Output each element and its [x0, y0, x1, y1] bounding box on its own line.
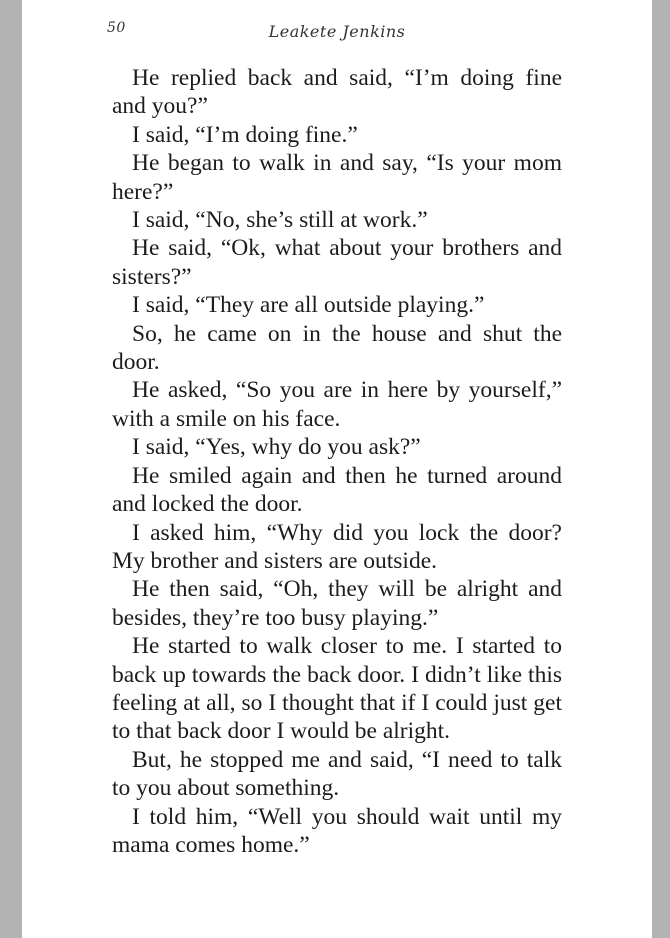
paragraph: I said, “Yes, why do you ask?”	[132, 434, 421, 461]
paragraph: So, he came on in the house and shut the door.	[112, 320, 562, 376]
paragraph: He said, “Ok, what about your brothers and sisters?”	[112, 235, 562, 290]
paragraph: He started to walk closer to me. I started to back up towards the back door. I didn’t like this feeling at all, so I thought that if I could just get to that back door I would be alright.	[112, 633, 562, 745]
paragraph: I said, “No, she’s still at work.”	[132, 207, 428, 234]
paragraph: He asked, “So you are in here by yourself,” with a smile on his face.	[112, 377, 562, 432]
paragraph: He replied back and said, “I’m doing fine and you?”	[112, 65, 562, 120]
book-page	[22, 0, 652, 938]
body-text	[112, 64, 562, 859]
paragraph: I said, “I’m doing fine.”	[132, 121, 358, 148]
page-number: 50	[107, 20, 126, 36]
paragraph: I told him, “Well you should wait until my mama comes home.”	[112, 803, 562, 858]
paragraph: But, he stopped me and said, “I need to talk to you about something.	[112, 746, 562, 802]
paragraph: He then said, “Oh, they will be alright and besides, they’re too busy playing.”	[112, 576, 562, 631]
paragraph: I said, “They are all outside playing.”	[132, 292, 485, 319]
paragraph: He smiled again and then he turned around and locked the door.	[112, 462, 562, 518]
paragraph: I asked him, “Why did you lock the door? My brother and sisters are outside.	[112, 519, 562, 574]
paragraph: He began to walk in and say, “Is your mom here?”	[112, 150, 562, 205]
running-header-author: Leakete Jenkins	[268, 22, 406, 41]
